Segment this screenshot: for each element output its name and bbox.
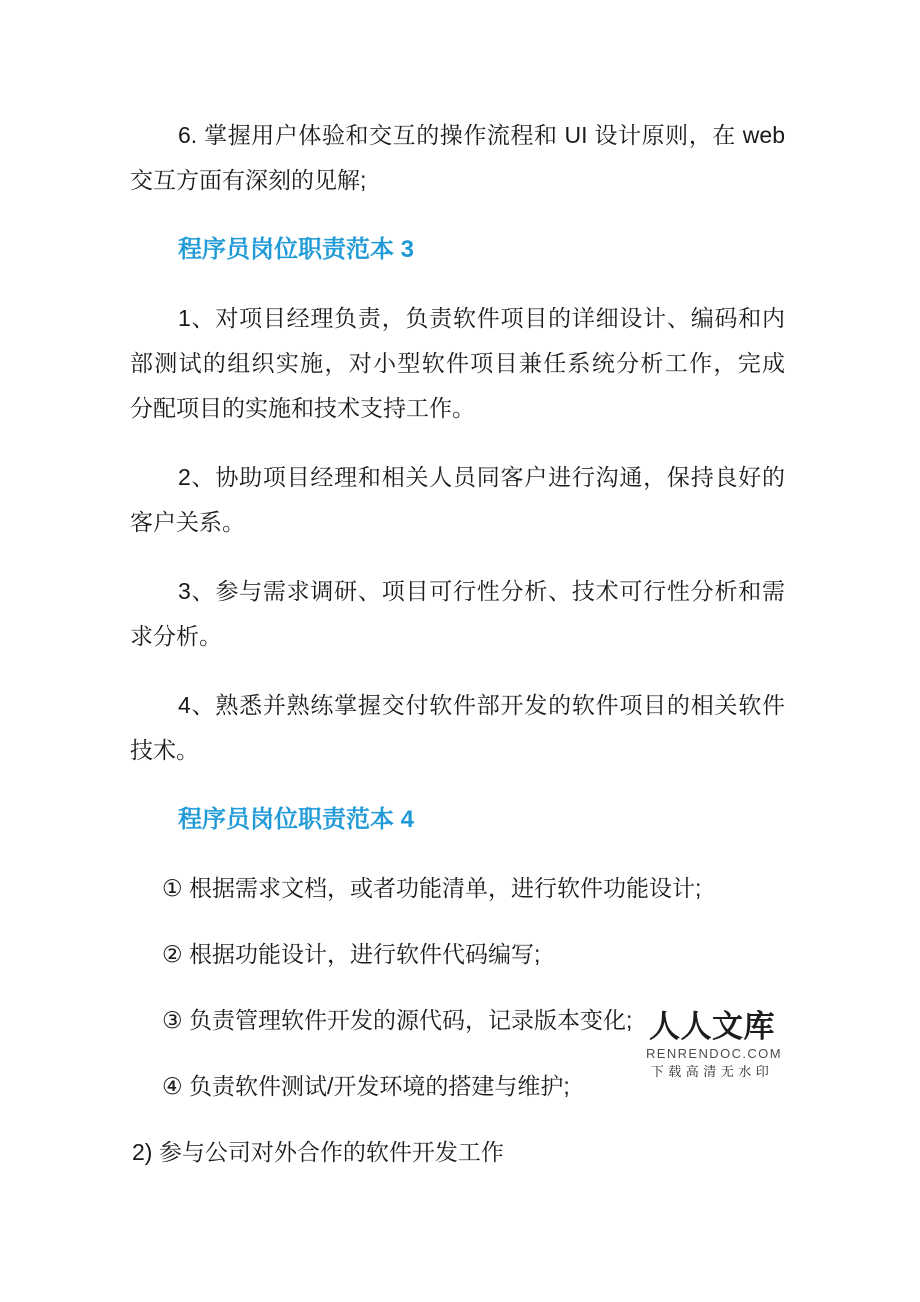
paragraph [130, 683, 785, 773]
paragraph-line: 4、熟悉并熟练掌握交付软件部开发的软件项目的相关软件 [178, 692, 785, 718]
list-item: 2) 参与公司对外合作的软件开发工作 [132, 1139, 504, 1165]
paragraph [130, 569, 785, 659]
paragraph-line: 6. 掌握用户体验和交互的操作流程和 UI 设计原则，在 web [178, 122, 785, 148]
paragraph-line: 求分析。 [130, 623, 222, 649]
watermark-domain: RENRENDOC.COM [646, 1046, 782, 1061]
list-item: ② 根据功能设计，进行软件代码编写; [162, 941, 541, 967]
paragraph-line: 部测试的组织实施，对小型软件项目兼任系统分析工作，完成 [130, 350, 785, 376]
paragraph [130, 296, 785, 431]
section-heading: 程序员岗位职责范本 4 [178, 806, 415, 833]
renrendoc-watermark [646, 1008, 782, 1080]
paragraph-line: 客户关系。 [130, 509, 245, 535]
paragraph-line: 2、协助项目经理和相关人员同客户进行沟通，保持良好的 [178, 464, 785, 490]
paragraph-line: 技术。 [130, 737, 199, 763]
section-heading: 程序员岗位职责范本 3 [178, 236, 415, 263]
paragraph-line: 分配项目的实施和技术支持工作。 [130, 395, 475, 421]
paragraph [130, 455, 785, 545]
watermark-title: 人人文库 [649, 1009, 775, 1044]
list-item: ① 根据需求文档，或者功能清单，进行软件功能设计; [162, 875, 702, 901]
paragraph-line: 交互方面有深刻的见解; [130, 167, 367, 193]
paragraph-line: 3、参与需求调研、项目可行性分析、技术可行性分析和需 [178, 578, 785, 604]
list-item: ④ 负责软件测试/开发环境的搭建与维护; [162, 1073, 570, 1099]
paragraph-line: 1、对项目经理负责，负责软件项目的详细设计、编码和内 [178, 305, 785, 331]
paragraph [130, 113, 785, 203]
list-item: ③ 负责管理软件开发的源代码，记录版本变化; [162, 1007, 633, 1033]
watermark-tagline: 下载高清无水印 [650, 1064, 774, 1079]
